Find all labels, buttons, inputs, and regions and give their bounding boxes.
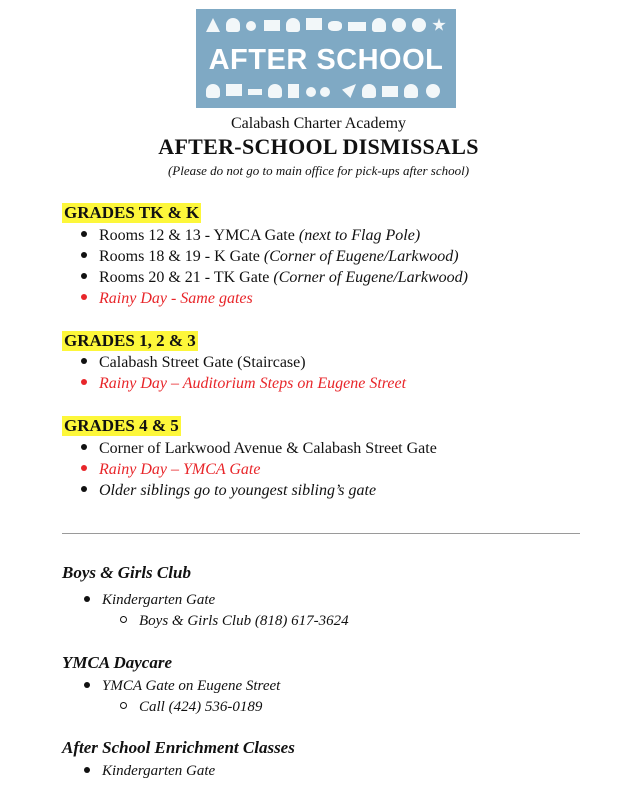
bullet-icon (81, 465, 87, 471)
program-heading-ymca-daycare: YMCA Daycare (62, 653, 173, 672)
computer-icon (306, 18, 322, 30)
rainy-day-item (81, 289, 253, 309)
bicycle-icon (306, 87, 316, 97)
program-subitem-text: Boys & Girls Club (818) 617-3624 (139, 613, 349, 629)
banner-title: AFTER SCHOOL (208, 44, 444, 76)
bullet-icon (84, 682, 90, 688)
gamepad-icon (328, 21, 342, 31)
tent-icon (206, 18, 220, 32)
bullet-icon (81, 273, 87, 279)
bullet-icon (81, 294, 87, 300)
bicycle-icon (320, 87, 330, 97)
bullet-icon (81, 379, 87, 385)
pickup-note: (Please do not go to main office for pick-ups after school) (167, 163, 470, 178)
list-item-text: Rooms 12 & 13 - YMCA Gate (99, 227, 299, 244)
banner-activity-icons-bottom (202, 81, 450, 103)
bullet-icon (81, 231, 87, 237)
person-icon (268, 84, 282, 98)
program-subitem (120, 697, 262, 717)
banner-activity-icons-top (202, 15, 450, 37)
list-item-detail: (next to Flag Pole) (298, 227, 421, 244)
program-item (84, 761, 215, 781)
list-item-text: Rainy Day – Auditorium Steps on Eugene Street (99, 375, 407, 392)
ball-icon (426, 84, 440, 98)
person-icon (362, 84, 376, 98)
grade-heading-4-5: GRADES 4 & 5 (64, 416, 179, 435)
list-item-text: Calabash Street Gate (Staircase) (99, 354, 306, 371)
grade-heading-tk-k: GRADES TK & K (64, 203, 200, 222)
list-item-text: Rooms 18 & 19 - K Gate (99, 248, 264, 265)
calculator-icon (288, 84, 299, 98)
person-icon (404, 84, 418, 98)
program-item (84, 590, 215, 610)
grade-heading-1-2-3: GRADES 1, 2 & 3 (64, 331, 196, 350)
bullet-icon (84, 596, 90, 602)
circle-bullet-icon (120, 702, 127, 709)
palette-icon (392, 18, 406, 32)
program-subitem-text: Call (424) 536-0189 (139, 699, 263, 715)
list-item-detail: (Corner of Eugene/Larkwood) (263, 248, 459, 265)
program-subitem (120, 611, 349, 631)
list-item (81, 353, 306, 373)
program-item-text: YMCA Gate on Eugene Street (102, 678, 281, 694)
bullet-icon (81, 358, 87, 364)
list-item-text: Rooms 20 & 21 - TK Gate (99, 269, 274, 286)
circle-bullet-icon (120, 616, 127, 623)
after-school-banner (196, 9, 456, 108)
star-icon (432, 18, 446, 32)
list-item-text: Corner of Larkwood Avenue & Calabash Street Gate (99, 440, 437, 457)
abacus-icon (226, 84, 242, 96)
piano-icon (348, 22, 366, 31)
person-icon (206, 84, 220, 98)
person-icon (226, 18, 240, 32)
program-heading-boys-girls-club: Boys & Girls Club (62, 563, 191, 582)
ruler-icon (248, 89, 262, 95)
person-icon (286, 18, 300, 32)
program-item-text: Kindergarten Gate (102, 763, 216, 779)
program-heading-enrichment-classes: After School Enrichment Classes (62, 738, 295, 757)
list-item-text: Older siblings go to youngest sibling’s gate (99, 482, 377, 499)
paper-plane-icon (342, 84, 356, 98)
book-icon (382, 86, 398, 97)
program-item-text: Kindergarten Gate (102, 592, 216, 608)
list-item-text: Rainy Day - Same gates (99, 290, 253, 307)
rainy-day-item (81, 460, 260, 480)
book-icon (264, 20, 280, 31)
globe-icon (412, 18, 426, 32)
list-item (81, 268, 468, 288)
page-title: AFTER-SCHOOL DISMISSALS (158, 134, 479, 159)
bullet-icon (81, 444, 87, 450)
program-item (84, 676, 280, 696)
list-item (81, 481, 376, 501)
music-note-icon (246, 21, 256, 31)
section-divider (62, 533, 580, 534)
list-item-detail: (Corner of Eugene/Larkwood) (273, 269, 469, 286)
list-item (81, 439, 437, 459)
school-name: Calabash Charter Academy (230, 115, 407, 132)
person-icon (372, 18, 386, 32)
list-item (81, 247, 459, 267)
bullet-icon (84, 767, 90, 773)
bullet-icon (81, 252, 87, 258)
bullet-icon (81, 486, 87, 492)
rainy-day-item (81, 374, 406, 394)
list-item (81, 226, 420, 246)
list-item-text: Rainy Day – YMCA Gate (99, 461, 261, 478)
